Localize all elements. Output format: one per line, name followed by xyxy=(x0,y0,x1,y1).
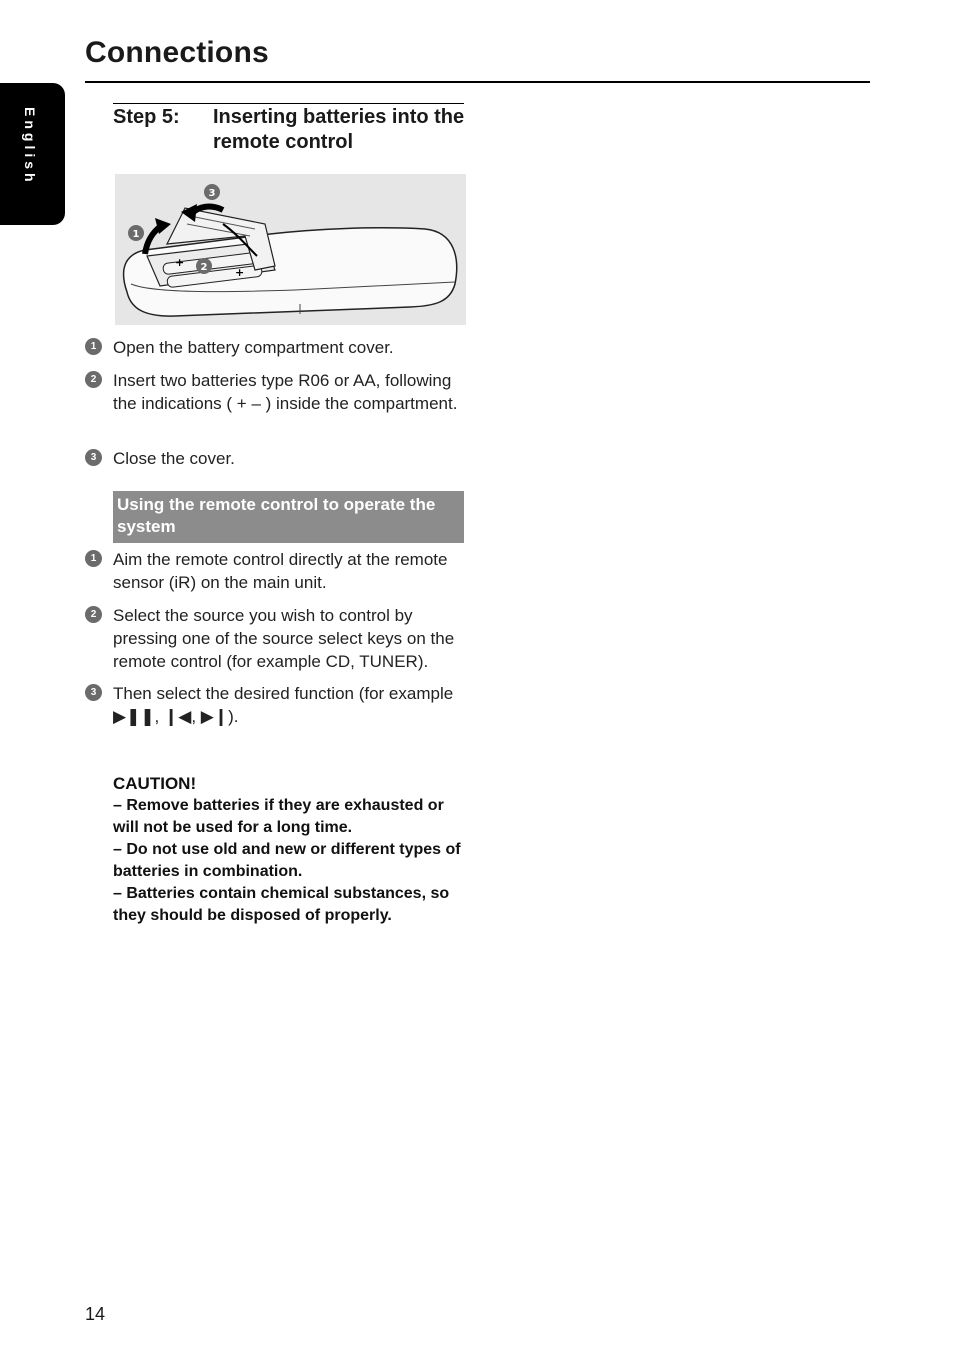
caution-title: CAUTION! xyxy=(113,774,197,793)
caution-line: – Do not use old and new or different types of batteries in combination. xyxy=(113,841,461,880)
battery-step-text: Insert two batteries type R06 or AA, following the indications ( + – ) inside the compartment. xyxy=(113,371,458,413)
usage-step-text: Select the source you wish to control by pressing one of the source select keys on the remote control (for example CD, TUNER). xyxy=(113,606,455,671)
callout-1: 1 xyxy=(132,229,140,240)
caution-line: – Batteries contain chemical substances, so they should be disposed of properly. xyxy=(113,885,450,924)
usage-step-text: Then select the desired function (for example ▶❚❚, ❙◀, ▶❙). xyxy=(113,684,454,726)
svg-text:+: + xyxy=(235,266,245,279)
callout-3: 3 xyxy=(208,188,216,199)
step-number-badge: 3 xyxy=(85,684,102,701)
step-number-badge: 2 xyxy=(85,606,102,623)
battery-step-text: Close the cover. xyxy=(113,449,235,468)
callout-2: 2 xyxy=(200,262,208,273)
page-title: Connections xyxy=(85,36,269,69)
section-title: Using the remote control to operate the system xyxy=(117,495,436,536)
caution-block xyxy=(113,773,473,927)
usage-step-text: Aim the remote control directly at the remote sensor (iR) on the main unit. xyxy=(113,550,448,592)
step-number-badge: 3 xyxy=(85,449,102,466)
svg-text:+: + xyxy=(175,256,185,269)
caution-line: – Remove batteries if they are exhausted or will not be used for a long time. xyxy=(113,797,444,836)
title-divider xyxy=(85,81,870,83)
remote-battery-illustration xyxy=(115,174,466,325)
battery-step-text: Open the battery compartment cover. xyxy=(113,338,394,357)
step-divider xyxy=(113,103,464,104)
remote-control-drawing xyxy=(115,174,466,325)
step-label: Step 5: xyxy=(113,106,180,128)
step-title: Inserting batteries into the remote control xyxy=(213,106,465,153)
language-tab xyxy=(0,83,65,225)
page-number: 14 xyxy=(85,1304,106,1324)
section-heading-bar xyxy=(113,491,464,543)
step-number-badge: 2 xyxy=(85,371,102,388)
step-number-badge: 1 xyxy=(85,550,102,567)
step-number-badge: 1 xyxy=(85,338,102,355)
language-tab-label: English xyxy=(22,107,38,186)
